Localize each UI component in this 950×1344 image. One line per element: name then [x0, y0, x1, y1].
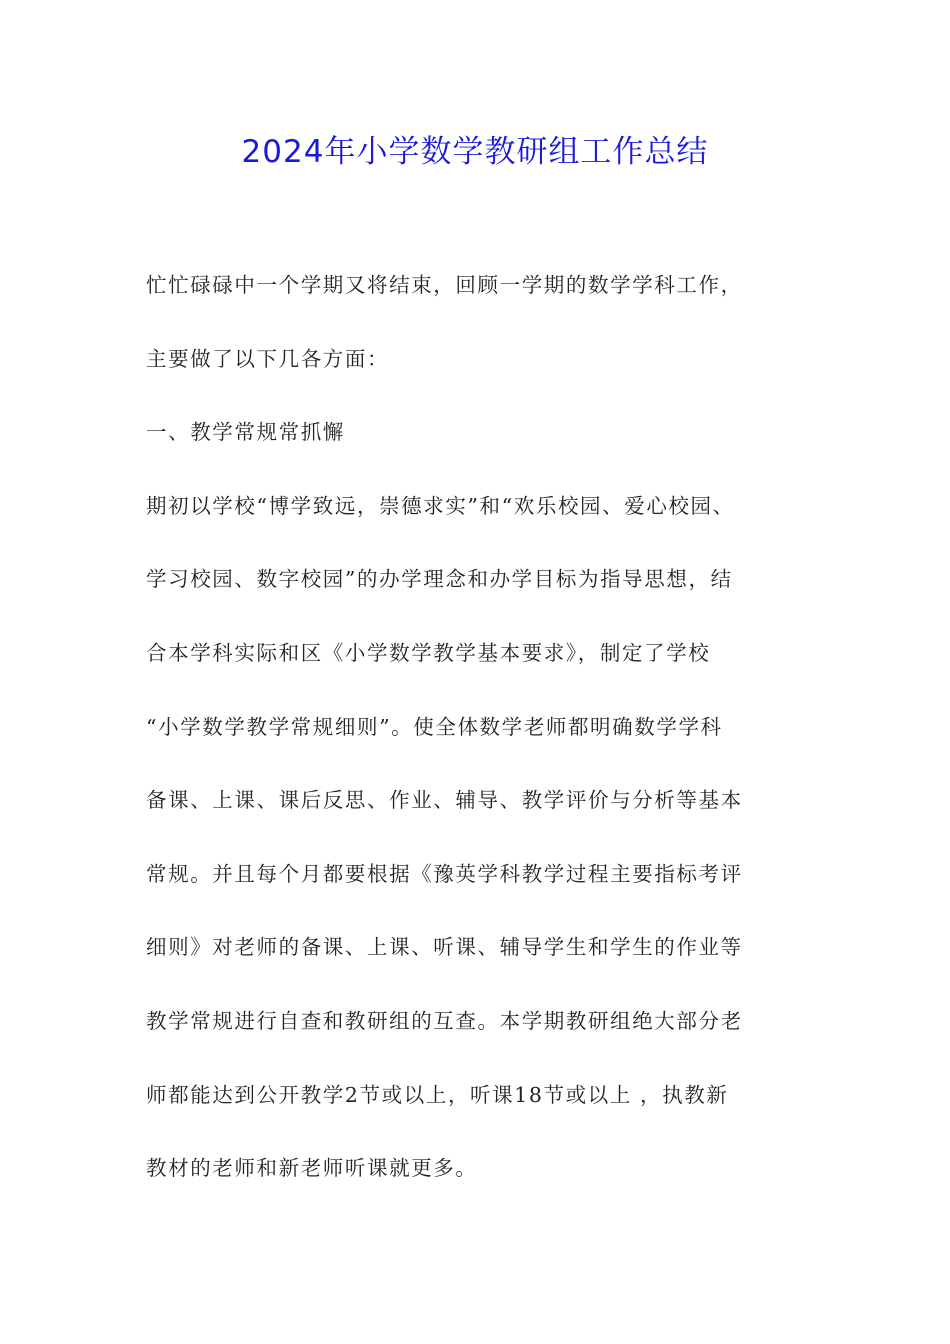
body-line: 细则》对老师的备课、上课、听课、辅导学生和学生的作业等 — [146, 935, 743, 960]
body-line: 合本学科实际和区《小学数学教学基本要求》，制定了学校 — [146, 640, 711, 665]
body-line: 备课、上课、课后反思、作业、辅导、教学评价与分析等基本 — [146, 788, 743, 813]
document-body — [146, 263, 816, 1220]
body-line: 师都能达到公开教学2节或以上，听课18节或以上 ，执教新 — [146, 1082, 729, 1107]
body-line: 常规。并且每个月都要根据《豫英学科教学过程主要指标考评 — [146, 861, 743, 886]
body-line: 忙忙碌碌中一个学期又将结束，回顾一学期的数学学科工作， — [146, 273, 743, 297]
body-line: 期初以学校“博学致远，崇德求实”和“欢乐校园、爱心校园、 — [146, 493, 735, 518]
body-line: 学习校园、数字校园”的办学理念和办学目标为指导思想，结 — [146, 567, 733, 592]
body-line: 主要做了以下几各方面： — [146, 346, 390, 371]
document-title: 2024年小学数学教研组工作总结 — [241, 134, 709, 170]
body-line: 教学常规进行自查和教研组的互查。本学期教研组绝大部分老 — [146, 1008, 743, 1033]
body-line: “小学数学教学常规细则”。使全体数学老师都明确数学学科 — [146, 714, 723, 739]
section-heading: 一、教学常规常抓懈 — [146, 420, 345, 445]
body-line: 教材的老师和新老师听课就更多。 — [146, 1156, 478, 1181]
